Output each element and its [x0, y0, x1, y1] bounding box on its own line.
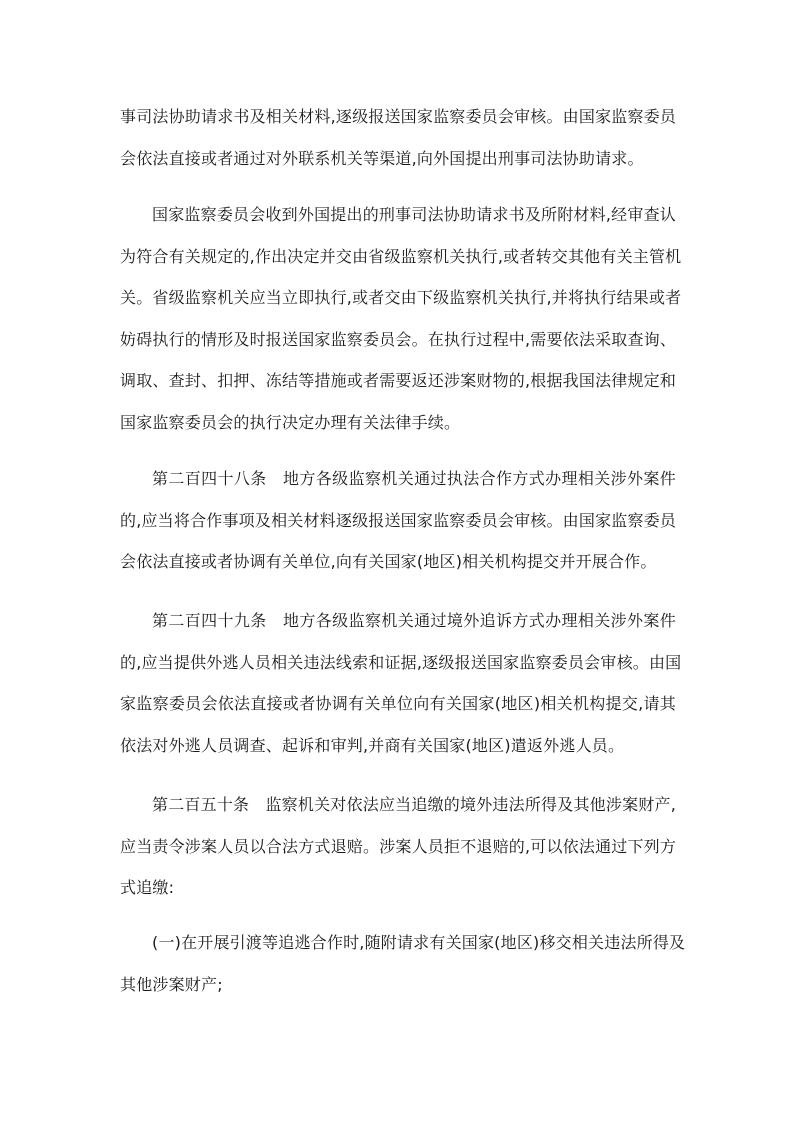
- text-line: 妨碍执行的情形及时报送国家监察委员会。在执行过程中,需要依法采取查询、: [120, 329, 677, 349]
- text-line: 为符合有关规定的,作出决定并交由省级监察机关执行,或者转交其他有关主管机: [120, 246, 682, 266]
- text-line: 式追缴:: [120, 878, 175, 897]
- paragraph-continuation: [120, 96, 676, 179]
- article-250: [120, 784, 676, 909]
- text-line: 关。省级监察机关应当立即执行,或者交由下级监察机关执行,并将执行结果或者: [120, 288, 682, 307]
- text-line: 第二百四十九条 地方各级监察机关通过境外追诉方式办理相关涉外案件: [152, 611, 676, 630]
- text-line: 依法对外逃人员调查、起诉和审判,并商有关国家(地区)遣返外逃人员。: [120, 735, 625, 755]
- text-line: 应当责令涉案人员以合法方式退赔。涉案人员拒不退赔的,可以依法通过下列方: [120, 836, 677, 856]
- text-line: 国家监察委员会收到外国提出的刑事司法协助请求书及所附材料,经审查认: [152, 205, 676, 224]
- article-249: [120, 600, 682, 766]
- text-line: 第二百四十八条 地方各级监察机关通过执法合作方式办理相关涉外案件: [152, 469, 676, 488]
- paragraph-foreign-request: [120, 194, 682, 443]
- article-248: [120, 458, 676, 583]
- text-line: 的,应当将合作事项及相关材料逐级报送国家监察委员会审核。由国家监察委员: [120, 510, 677, 530]
- text-line: (一)在开展引渡等追逃合作时,随附请求有关国家(地区)移交相关违法所得及: [152, 933, 686, 952]
- text-line: 会依法直接或者通过对外联系机关等渠道,向外国提出刑事司法协助请求。: [120, 148, 644, 168]
- list-item-1: [120, 922, 686, 1005]
- text-line: 调取、查封、扣押、冻结等措施或者需要返还涉案财物的,根据我国法律规定和: [120, 371, 677, 390]
- text-line: 家监察委员会依法直接或者协调有关单位向有关国家(地区)相关机构提交,请其: [120, 694, 676, 713]
- text-line: 的,应当提供外逃人员相关违法线索和证据,逐级报送国家监察委员会审核。由国: [120, 652, 682, 672]
- text-line: 第二百五十条 监察机关对依法应当追缴的境外违法所得及其他涉案财产,: [152, 795, 676, 814]
- text-line: 国家监察委员会的执行决定办理有关法律手续。: [120, 412, 461, 432]
- text-line: 会依法直接或者协调有关单位,向有关国家(地区)相关机构提交并开展合作。: [120, 552, 657, 571]
- text-line: 其他涉案财产;: [120, 974, 223, 994]
- text-line: 事司法协助请求书及相关材料,逐级报送国家监察委员会审核。由国家监察委员: [120, 107, 677, 126]
